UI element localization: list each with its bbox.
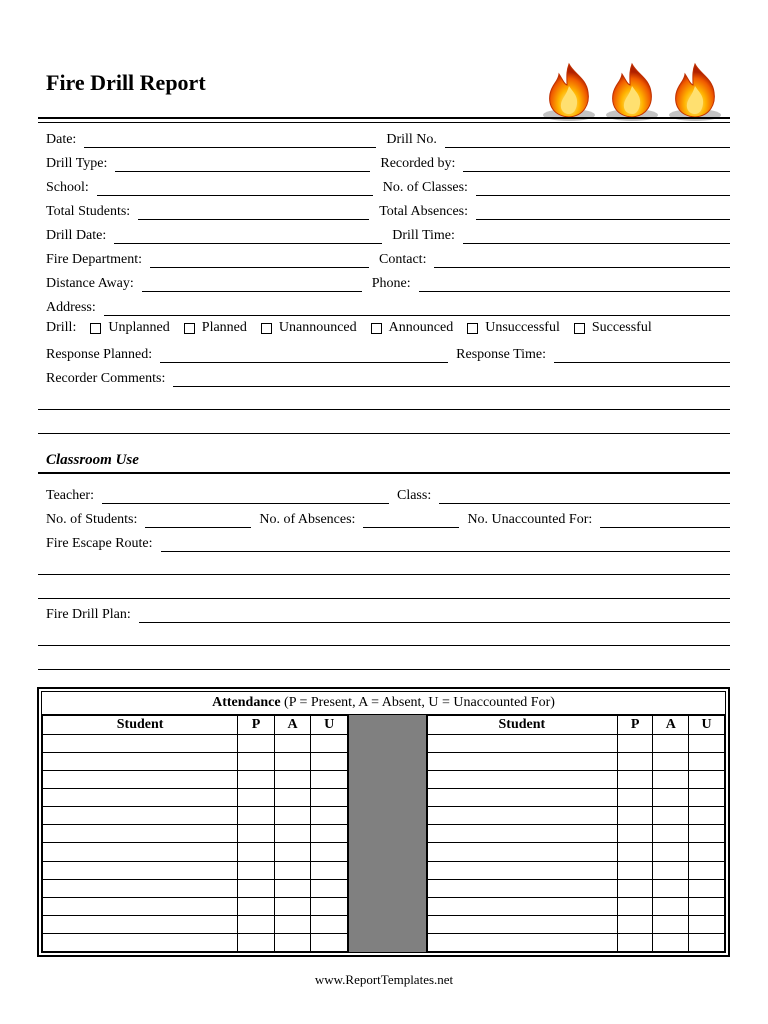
field-row: [46, 603, 730, 623]
attendance-cell[interactable]: [617, 825, 653, 843]
table-row: [427, 933, 725, 951]
attendance-cell[interactable]: [617, 771, 653, 789]
attendance-cell[interactable]: [274, 753, 311, 771]
distance-away-field[interactable]: [142, 277, 362, 292]
attendance-cell[interactable]: [653, 825, 689, 843]
field-row: [46, 508, 730, 528]
table-row: [43, 897, 348, 915]
school-field[interactable]: [97, 181, 373, 196]
table-row: [427, 807, 725, 825]
attendance-inner: [41, 691, 726, 953]
no-of-students-label: No. of Students:: [46, 512, 138, 527]
no-of-classes-field[interactable]: [476, 181, 730, 196]
attendance-cell[interactable]: [689, 789, 725, 807]
option-label: Announced: [388, 320, 454, 335]
attendance-cell[interactable]: [617, 807, 653, 825]
table-row: [43, 789, 348, 807]
recorded-by-label: Recorded by:: [380, 156, 456, 171]
attendance-cell[interactable]: [427, 735, 618, 753]
option-label: Unsuccessful: [485, 320, 560, 335]
attendance-cell[interactable]: [689, 807, 725, 825]
attendance-cell[interactable]: [653, 753, 689, 771]
attendance-cell[interactable]: [238, 879, 275, 897]
title-rule-thin: [38, 122, 730, 123]
no-of-students-field[interactable]: [145, 513, 251, 528]
table-row: [427, 789, 725, 807]
attendance-cell[interactable]: [43, 789, 238, 807]
total-students-label: Total Students:: [46, 204, 131, 219]
attendance-cell[interactable]: [43, 843, 238, 861]
column-header: A: [653, 716, 689, 735]
attendance-cell[interactable]: [274, 843, 311, 861]
attendance-cell[interactable]: [274, 825, 311, 843]
total-absences-field[interactable]: [476, 205, 730, 220]
table-row: [43, 879, 348, 897]
column-header: P: [238, 716, 275, 735]
drill-no-field[interactable]: [445, 133, 730, 148]
attendance-legend: (P = Present, A = Absent, U = Unaccounted For): [284, 695, 555, 710]
flames-decoration: [540, 60, 725, 122]
flame-icon: [603, 60, 661, 122]
attendance-cell[interactable]: [238, 915, 275, 933]
checkbox-icon: [574, 323, 585, 334]
no-of-absences-label: No. of Absences:: [259, 512, 356, 527]
table-row: [43, 807, 348, 825]
page-title: Fire Drill Report: [46, 70, 206, 95]
attendance-cell[interactable]: [689, 897, 725, 915]
drill-date-label: Drill Date:: [46, 228, 107, 243]
no-of-classes-label: No. of Classes:: [382, 180, 468, 195]
attendance-cell[interactable]: [427, 789, 618, 807]
title-rule: [38, 117, 730, 119]
attendance-cell[interactable]: [311, 843, 348, 861]
attendance-cell[interactable]: [427, 807, 618, 825]
attendance-cell[interactable]: [427, 753, 618, 771]
column-header: P: [617, 716, 653, 735]
school-label: School:: [46, 180, 89, 195]
attendance-cell[interactable]: [311, 879, 348, 897]
checkbox-planned[interactable]: [184, 320, 247, 336]
attendance-cell[interactable]: [311, 897, 348, 915]
recorded-by-field[interactable]: [463, 157, 730, 172]
attendance-cell[interactable]: [274, 879, 311, 897]
option-label: Successful: [591, 320, 652, 335]
attendance-cell[interactable]: [427, 843, 618, 861]
recorder-comments-field[interactable]: [173, 372, 730, 387]
table-row: [427, 753, 725, 771]
attendance-cell[interactable]: [238, 789, 275, 807]
column-header: U: [689, 716, 725, 735]
attendance-cell[interactable]: [43, 933, 238, 951]
attendance-cell[interactable]: [653, 861, 689, 879]
checkbox-announced[interactable]: [371, 320, 454, 336]
table-row: [43, 771, 348, 789]
attendance-divider: [348, 715, 428, 952]
attendance-cell[interactable]: [43, 915, 238, 933]
attendance-cell[interactable]: [43, 897, 238, 915]
attendance-header-row: [427, 716, 725, 735]
attendance-cell[interactable]: [274, 807, 311, 825]
column-header: U: [311, 716, 348, 735]
attendance-cell[interactable]: [653, 735, 689, 753]
field-row: [46, 343, 730, 363]
attendance-cell[interactable]: [238, 807, 275, 825]
drill-plan-line[interactable]: [38, 669, 730, 670]
teacher-field[interactable]: [102, 489, 389, 504]
attendance-cell[interactable]: [617, 753, 653, 771]
fire-escape-route-label: Fire Escape Route:: [46, 536, 153, 551]
attendance-cell[interactable]: [238, 825, 275, 843]
date-field[interactable]: [84, 133, 376, 148]
attendance-cell[interactable]: [311, 933, 348, 951]
attendance-cell[interactable]: [653, 897, 689, 915]
attendance-cell[interactable]: [274, 933, 311, 951]
column-header: A: [274, 716, 311, 735]
drill-label: Drill:: [46, 320, 77, 335]
attendance-cell[interactable]: [617, 861, 653, 879]
attendance-cell[interactable]: [427, 897, 618, 915]
checkbox-icon: [184, 323, 195, 334]
attendance-cell[interactable]: [689, 825, 725, 843]
table-row: [427, 843, 725, 861]
escape-route-line[interactable]: [38, 574, 730, 575]
column-header: Student: [427, 716, 618, 735]
response-time-field[interactable]: [554, 348, 730, 363]
attendance-cell[interactable]: [427, 933, 618, 951]
fire-drill-plan-label: Fire Drill Plan:: [46, 607, 131, 622]
attendance-cell[interactable]: [311, 915, 348, 933]
recorder-comments-label: Recorder Comments:: [46, 371, 166, 386]
attendance-cell[interactable]: [238, 933, 275, 951]
attendance-cell[interactable]: [617, 915, 653, 933]
attendance-cell[interactable]: [311, 753, 348, 771]
attendance-cell[interactable]: [689, 861, 725, 879]
option-label: Planned: [201, 320, 247, 335]
table-row: [43, 933, 348, 951]
attendance-cell[interactable]: [689, 753, 725, 771]
escape-route-line[interactable]: [38, 598, 730, 599]
field-row: [46, 200, 730, 220]
checkbox-icon: [90, 323, 101, 334]
phone-field[interactable]: [419, 277, 730, 292]
attendance-cell[interactable]: [311, 807, 348, 825]
table-row: [43, 735, 348, 753]
option-label: Unplanned: [108, 320, 170, 335]
fire-escape-route-field[interactable]: [161, 537, 730, 552]
distance-away-label: Distance Away:: [46, 276, 134, 291]
checkbox-unannounced[interactable]: [261, 320, 357, 336]
attendance-cell[interactable]: [274, 915, 311, 933]
table-row: [43, 843, 348, 861]
attendance-cell[interactable]: [43, 753, 238, 771]
attendance-cell[interactable]: [274, 861, 311, 879]
footer-url: www.ReportTemplates.net: [314, 972, 454, 987]
attendance-cell[interactable]: [311, 825, 348, 843]
drill-time-label: Drill Time:: [392, 228, 455, 243]
contact-field[interactable]: [434, 253, 730, 268]
attendance-cell[interactable]: [617, 879, 653, 897]
attendance-cell[interactable]: [311, 861, 348, 879]
table-row: [427, 825, 725, 843]
response-time-label: Response Time:: [456, 347, 547, 362]
table-row: [427, 915, 725, 933]
attendance-cell[interactable]: [311, 735, 348, 753]
option-label: Unannounced: [278, 320, 357, 335]
checkbox-icon: [467, 323, 478, 334]
checkbox-icon: [371, 323, 382, 334]
attendance-cell[interactable]: [43, 771, 238, 789]
attendance-cell[interactable]: [43, 879, 238, 897]
table-row: [427, 735, 725, 753]
attendance-cell[interactable]: [43, 735, 238, 753]
drill-type-field[interactable]: [115, 157, 370, 172]
attendance-header-row: [43, 716, 348, 735]
phone-label: Phone:: [371, 276, 411, 291]
drill-time-field[interactable]: [463, 229, 730, 244]
attendance-cell[interactable]: [617, 789, 653, 807]
field-row: [46, 296, 730, 316]
table-row: [427, 861, 725, 879]
drill-options: [46, 320, 652, 336]
attendance-title: Attendance: [212, 695, 281, 710]
table-row: [43, 753, 348, 771]
attendance-cell[interactable]: [43, 807, 238, 825]
field-row: [46, 272, 730, 292]
attendance-cell[interactable]: [274, 789, 311, 807]
section-rule: [38, 472, 730, 474]
fire-drill-plan-field[interactable]: [139, 608, 730, 623]
attendance-cell[interactable]: [43, 825, 238, 843]
attendance-cell[interactable]: [617, 843, 653, 861]
flame-icon: [666, 60, 724, 122]
fire-department-label: Fire Department:: [46, 252, 143, 267]
comments-line[interactable]: [38, 433, 730, 434]
attendance-cell[interactable]: [238, 861, 275, 879]
class-field[interactable]: [439, 489, 730, 504]
field-row: [46, 248, 730, 268]
table-row: [427, 771, 725, 789]
attendance-cell[interactable]: [274, 771, 311, 789]
field-row: [46, 224, 730, 244]
no-of-absences-field[interactable]: [363, 513, 459, 528]
checkbox-icon: [261, 323, 272, 334]
total-absences-label: Total Absences:: [379, 204, 469, 219]
attendance-cell[interactable]: [653, 879, 689, 897]
field-row: [46, 484, 730, 504]
field-row: [46, 532, 730, 552]
table-row: [43, 915, 348, 933]
attendance-cell[interactable]: [689, 933, 725, 951]
attendance-cell[interactable]: [238, 735, 275, 753]
attendance-header: [42, 692, 725, 715]
drill-no-label: Drill No.: [386, 132, 437, 147]
attendance-cell[interactable]: [238, 897, 275, 915]
attendance-cell[interactable]: [427, 771, 618, 789]
address-field[interactable]: [104, 301, 730, 316]
attendance-cell[interactable]: [427, 825, 618, 843]
attendance-cell[interactable]: [617, 897, 653, 915]
drill-plan-line[interactable]: [38, 645, 730, 646]
attendance-cell[interactable]: [653, 915, 689, 933]
attendance-cell[interactable]: [274, 897, 311, 915]
field-row: [46, 367, 730, 387]
attendance-cell[interactable]: [689, 771, 725, 789]
attendance-cell[interactable]: [427, 879, 618, 897]
classroom-section-title: Classroom Use: [46, 452, 139, 468]
table-row: [427, 879, 725, 897]
no-unaccounted-field[interactable]: [600, 513, 730, 528]
table-row: [43, 825, 348, 843]
response-planned-field[interactable]: [160, 348, 448, 363]
response-planned-label: Response Planned:: [46, 347, 153, 362]
attendance-grid-right: [426, 715, 725, 952]
class-label: Class:: [396, 488, 432, 503]
attendance-cell[interactable]: [427, 915, 618, 933]
drill-date-field[interactable]: [114, 229, 382, 244]
attendance-cell[interactable]: [653, 843, 689, 861]
contact-label: Contact:: [379, 252, 427, 267]
total-students-field[interactable]: [138, 205, 369, 220]
date-label: Date:: [46, 132, 77, 147]
attendance-cell[interactable]: [653, 789, 689, 807]
attendance-cell[interactable]: [689, 915, 725, 933]
attendance-cell[interactable]: [653, 933, 689, 951]
attendance-cell[interactable]: [311, 789, 348, 807]
checkbox-successful[interactable]: [574, 320, 652, 336]
attendance-cell[interactable]: [617, 933, 653, 951]
drill-type-label: Drill Type:: [46, 156, 108, 171]
attendance-cell[interactable]: [238, 843, 275, 861]
attendance-cell[interactable]: [617, 735, 653, 753]
attendance-cell[interactable]: [653, 807, 689, 825]
checkbox-unsuccessful[interactable]: [467, 320, 560, 336]
attendance-cell[interactable]: [653, 771, 689, 789]
table-row: [43, 861, 348, 879]
field-row: [46, 152, 730, 172]
flame-icon: [540, 60, 598, 122]
fire-department-field[interactable]: [150, 253, 369, 268]
comments-line[interactable]: [38, 409, 730, 410]
checkbox-unplanned[interactable]: [90, 320, 169, 336]
attendance-table: [37, 687, 730, 957]
attendance-cell[interactable]: [689, 843, 725, 861]
field-row: [46, 128, 730, 148]
attendance-cell[interactable]: [274, 735, 311, 753]
address-label: Address:: [46, 300, 96, 315]
column-header: Student: [43, 716, 238, 735]
attendance-cell[interactable]: [238, 771, 275, 789]
attendance-cell[interactable]: [238, 753, 275, 771]
teacher-label: Teacher:: [46, 488, 94, 503]
table-row: [427, 897, 725, 915]
attendance-cell[interactable]: [43, 861, 238, 879]
field-row: [46, 176, 730, 196]
attendance-cell[interactable]: [689, 735, 725, 753]
no-unaccounted-label: No. Unaccounted For:: [467, 512, 593, 527]
attendance-cell[interactable]: [689, 879, 725, 897]
attendance-grid-left: [42, 715, 348, 952]
attendance-cell[interactable]: [427, 861, 618, 879]
attendance-cell[interactable]: [311, 771, 348, 789]
